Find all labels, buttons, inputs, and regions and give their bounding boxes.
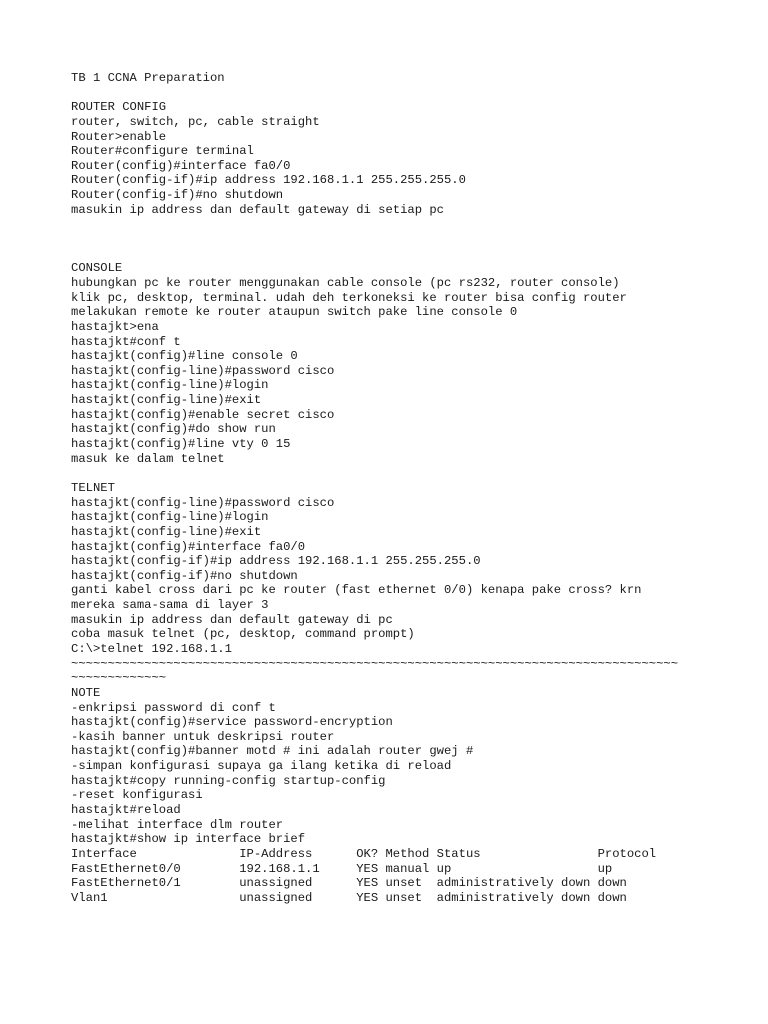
telnet-line: hastajkt(config-line)#exit [71, 524, 262, 539]
telnet-line: coba masuk telnet (pc, desktop, command prompt) [71, 627, 415, 642]
spacer [71, 86, 751, 101]
note-line: hastajkt#copy running-config startup-config [71, 773, 386, 788]
console-line: hastajkt(config-line)#login [71, 378, 269, 393]
note-line: -kasih banner untuk deskripsi router [71, 729, 335, 744]
document-title: TB 1 CCNA Preparation [71, 71, 225, 85]
telnet-line: hastajkt(config-if)#no shutdown [71, 568, 298, 583]
console-line: hastajkt(config)#line console 0 [71, 349, 298, 364]
document-page [71, 71, 751, 906]
console-line: hastajkt#conf t [71, 334, 181, 349]
note-line: -melihat interface dlm router [71, 817, 284, 832]
telnet-line: hastajkt(config)#interface fa0/0 [71, 539, 306, 554]
tilde-separator: ~~~~~~~~~~~~~~~~~~~~~~~~~~~~~~~~~~~~~~~~~~~~~~~~~~~~~~~~~~~~~~~~~~~~~~~~~~~~~~~~~~~ [71, 656, 679, 671]
console-line: hastajkt(config-line)#exit [71, 393, 262, 408]
interface-table-row: Vlan1 unassigned YES unset administratively down down [71, 890, 627, 905]
router-config-line: Router>enable [71, 129, 167, 144]
router-config-line: Router(config-if)#no shutdown [71, 188, 284, 203]
console-line: hastajkt(config)#line vty 0 15 [71, 437, 291, 452]
interface-table-row: FastEthernet0/1 unassigned YES unset administratively down down [71, 876, 627, 891]
spacer [71, 247, 751, 262]
router-config-line: router, switch, pc, cable straight [71, 114, 320, 129]
console-line: klik pc, desktop, terminal. udah deh terkoneksi ke router bisa config router [71, 290, 627, 305]
console-line: hastajkt>ena [71, 319, 159, 334]
router-config-heading: ROUTER CONFIG [71, 100, 167, 115]
router-config-line: Router(config-if)#ip address 192.168.1.1 255.255.255.0 [71, 173, 466, 188]
tilde-separator: ~~~~~~~~~~~~~ [71, 671, 167, 686]
telnet-line: ganti kabel cross dari pc ke router (fast ethernet 0/0) kenapa pake cross? krn [71, 583, 642, 598]
console-line: hubungkan pc ke router menggunakan cable console (pc rs232, router console) [71, 275, 620, 290]
spacer [71, 232, 751, 247]
telnet-line: hastajkt(config-line)#password cisco [71, 495, 335, 510]
spacer [71, 217, 751, 232]
telnet-line: C:\>telnet 192.168.1.1 [71, 641, 232, 656]
spacer [71, 466, 751, 481]
telnet-heading: TELNET [71, 480, 115, 495]
note-line: -simpan konfigurasi supaya ga ilang ketika di reload [71, 759, 452, 774]
console-line: melakukan remote ke router ataupun switch pake line console 0 [71, 305, 518, 320]
console-line: hastajkt(config-line)#password cisco [71, 363, 335, 378]
telnet-line: hastajkt(config-if)#ip address 192.168.1.1 255.255.255.0 [71, 554, 481, 569]
note-line: hastajkt#reload [71, 803, 181, 818]
console-line: hastajkt(config)#do show run [71, 422, 276, 437]
note-line: hastajkt(config)#service password-encryption [71, 715, 393, 730]
console-line: hastajkt(config)#enable secret cisco [71, 407, 335, 422]
interface-table-row: FastEthernet0/0 192.168.1.1 YES manual up up [71, 861, 613, 876]
router-config-line: Router#configure terminal [71, 144, 254, 159]
note-line: hastajkt(config)#banner motd # ini adalah router gwej # [71, 744, 474, 759]
router-config-line: masukin ip address dan default gateway di setiap pc [71, 202, 444, 217]
note-line: -reset konfigurasi [71, 788, 203, 803]
router-config-line: Router(config)#interface fa0/0 [71, 158, 291, 173]
note-heading: NOTE [71, 685, 101, 700]
console-heading: CONSOLE [71, 261, 123, 276]
console-line: masuk ke dalam telnet [71, 451, 225, 466]
interface-table-header: Interface IP-Address OK? Method Status Protocol [71, 846, 657, 861]
telnet-line: mereka sama-sama di layer 3 [71, 598, 269, 613]
telnet-line: masukin ip address dan default gateway di pc [71, 612, 393, 627]
note-line: -enkripsi password di conf t [71, 700, 276, 715]
telnet-line: hastajkt(config-line)#login [71, 510, 269, 525]
note-line: hastajkt#show ip interface brief [71, 832, 306, 847]
